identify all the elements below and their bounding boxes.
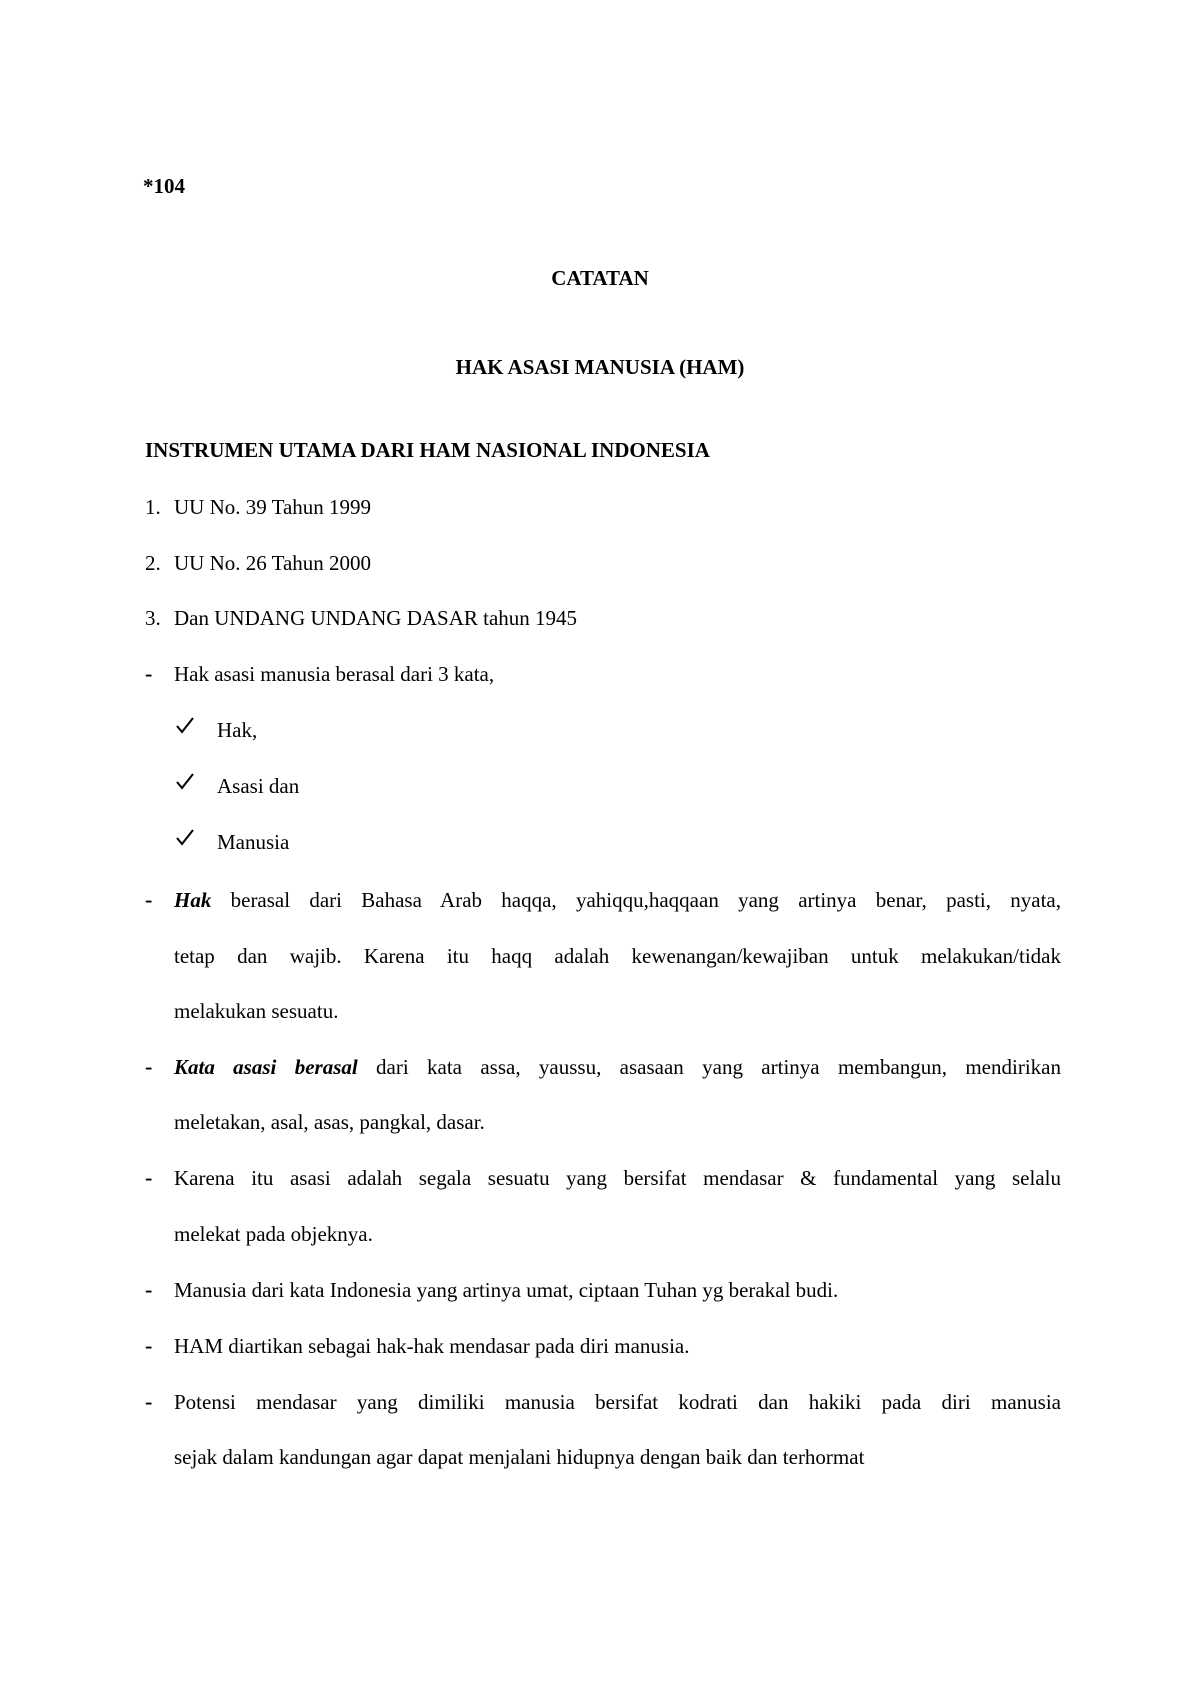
dash-marker: - — [145, 1054, 153, 1079]
list-number: 2. — [145, 551, 161, 575]
checkmark-icon — [174, 826, 196, 848]
dash-item-text: Manusia dari kata Indonesia yang artinya umat, ciptaan Tuhan yg berakal budi. — [174, 1278, 839, 1302]
dash-marker: - — [145, 1389, 153, 1414]
list-number: 3. — [145, 606, 161, 630]
list-item-text: UU No. 26 Tahun 2000 — [174, 551, 372, 575]
paragraph-line: sejak dalam kandungan agar dapat menjalani hidupnya dengan baik dan terhormat — [174, 1445, 865, 1469]
paragraph-text: dari kata assa, yaussu, asasaan yang artinya membangun, mendirikan — [357, 1055, 1061, 1079]
page-number: *104 — [143, 174, 185, 198]
checklist-item-text: Manusia — [217, 830, 290, 854]
document-title: CATATAN — [551, 266, 649, 290]
dash-marker: - — [145, 887, 153, 912]
list-item-text: Dan UNDANG UNDANG DASAR tahun 1945 — [174, 606, 578, 630]
paragraph-line — [174, 887, 1061, 913]
paragraph-line: melakukan sesuatu. — [174, 999, 339, 1023]
dash-marker: - — [145, 1277, 153, 1302]
emphasis-term: Hak — [174, 888, 212, 912]
list-item-text: UU No. 39 Tahun 1999 — [174, 495, 372, 519]
checkmark-icon — [174, 770, 196, 792]
paragraph-line: Karena itu asasi adalah segala sesuatu yang bersifat mendasar & fundamental yang selalu — [174, 1166, 1061, 1190]
dash-item-text: HAM diartikan sebagai hak-hak mendasar pada diri manusia. — [174, 1334, 690, 1358]
checkmark-icon — [174, 714, 196, 736]
dash-marker: - — [145, 661, 153, 686]
paragraph-line — [174, 1054, 1061, 1080]
dash-item-text: Hak asasi manusia berasal dari 3 kata, — [174, 662, 495, 686]
checklist-item-text: Asasi dan — [217, 774, 300, 798]
paragraph-line: melekat pada objeknya. — [174, 1222, 373, 1246]
document-subtitle: HAK ASASI MANUSIA (HAM) — [455, 355, 745, 379]
paragraph-line: tetap dan wajib. Karena itu haqq adalah kewenangan/kewajiban untuk melakukan/tidak — [174, 944, 1061, 968]
list-number: 1. — [145, 495, 161, 519]
dash-marker: - — [145, 1165, 153, 1190]
paragraph-text: berasal dari Bahasa Arab haqqa, yahiqqu,haqqaan yang artinya benar, pasti, nyata, — [211, 888, 1061, 912]
section-heading: INSTRUMEN UTAMA DARI HAM NASIONAL INDONESIA — [145, 438, 710, 462]
emphasis-term: Kata asasi berasal — [174, 1055, 358, 1079]
dash-marker: - — [145, 1333, 153, 1358]
paragraph-line: meletakan, asal, asas, pangkal, dasar. — [174, 1110, 485, 1134]
checklist-item-text: Hak, — [217, 718, 258, 742]
paragraph-line: Potensi mendasar yang dimiliki manusia bersifat kodrati dan hakiki pada diri manusia — [174, 1390, 1061, 1414]
